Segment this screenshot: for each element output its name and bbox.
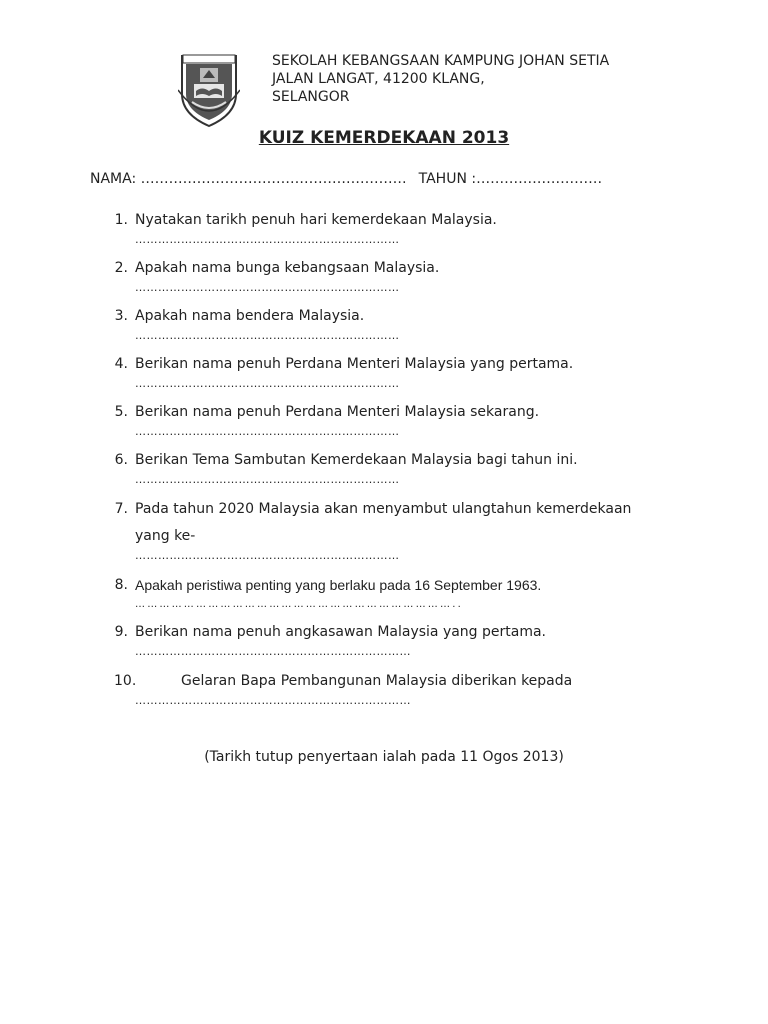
answer-line: ……………………………………………………………… xyxy=(135,694,411,707)
question-number: 10. xyxy=(114,673,137,689)
closing-date-note: (Tarikh tutup penyertaan ialah pada 11 Ogos 2013) xyxy=(204,749,564,765)
question-text: Berikan nama penuh Perdana Menteri Malaysia sekarang. xyxy=(135,404,540,420)
quiz-title-text: KUIZ KEMERDEKAAN 2013 xyxy=(258,128,510,148)
name-field: NAMA: ………………………………………………… xyxy=(90,171,407,187)
question-number: 4. xyxy=(114,356,128,372)
question-number: 1. xyxy=(114,212,128,228)
answer-line: …………………………………………………………… xyxy=(135,233,400,246)
question-number: 2. xyxy=(114,260,128,276)
quiz-title xyxy=(0,128,768,148)
school-name: SEKOLAH KEBANGSAAN KAMPUNG JOHAN SETIA xyxy=(272,53,610,69)
answer-line: …………………………………………………………… xyxy=(135,281,400,294)
question-text: Nyatakan tarikh penuh hari kemerdekaan Malaysia. xyxy=(135,212,497,228)
question-text: Berikan nama penuh Perdana Menteri Malaysia yang pertama. xyxy=(135,356,574,372)
question-text: Berikan Tema Sambutan Kemerdekaan Malaysia bagi tahun ini. xyxy=(135,452,578,468)
year-field: TAHUN :……………………… xyxy=(418,171,603,187)
name-year-line xyxy=(90,171,602,187)
school-crest-logo xyxy=(178,50,240,128)
address-line-2: SELANGOR xyxy=(272,89,350,105)
answer-line: …………………………………………………………… xyxy=(135,425,400,438)
question-number: 5. xyxy=(114,404,128,420)
question-text: Apakah peristiwa penting yang berlaku pada 16 September 1963. xyxy=(135,577,542,593)
question-text: Berikan nama penuh angkasawan Malaysia yang pertama. xyxy=(135,624,547,640)
question-text-continued: yang ke- xyxy=(135,528,196,544)
answer-line: …………………………………………………………… xyxy=(135,549,400,562)
answer-line: …………………………………………………………… xyxy=(135,473,400,486)
answer-line: …………………………………………………………………….. xyxy=(135,599,463,610)
answer-line: ……………………………………………………………… xyxy=(135,645,411,658)
question-number: 9. xyxy=(114,624,128,640)
question-number: 6. xyxy=(114,452,128,468)
answer-line: …………………………………………………………… xyxy=(135,329,400,342)
question-number: 3. xyxy=(114,308,128,324)
question-text: Pada tahun 2020 Malaysia akan menyambut ulangtahun kemerdekaan xyxy=(135,501,632,517)
question-text: Gelaran Bapa Pembangunan Malaysia diberikan kepada xyxy=(181,673,573,689)
question-text: Apakah nama bunga kebangsaan Malaysia. xyxy=(135,260,440,276)
address-line-1: JALAN LANGAT, 41200 KLANG, xyxy=(272,71,485,87)
school-address xyxy=(272,52,609,106)
question-text: Apakah nama bendera Malaysia. xyxy=(135,308,365,324)
answer-line: …………………………………………………………… xyxy=(135,377,400,390)
question-number: 7. xyxy=(114,501,128,517)
question-number: 8. xyxy=(114,577,128,593)
